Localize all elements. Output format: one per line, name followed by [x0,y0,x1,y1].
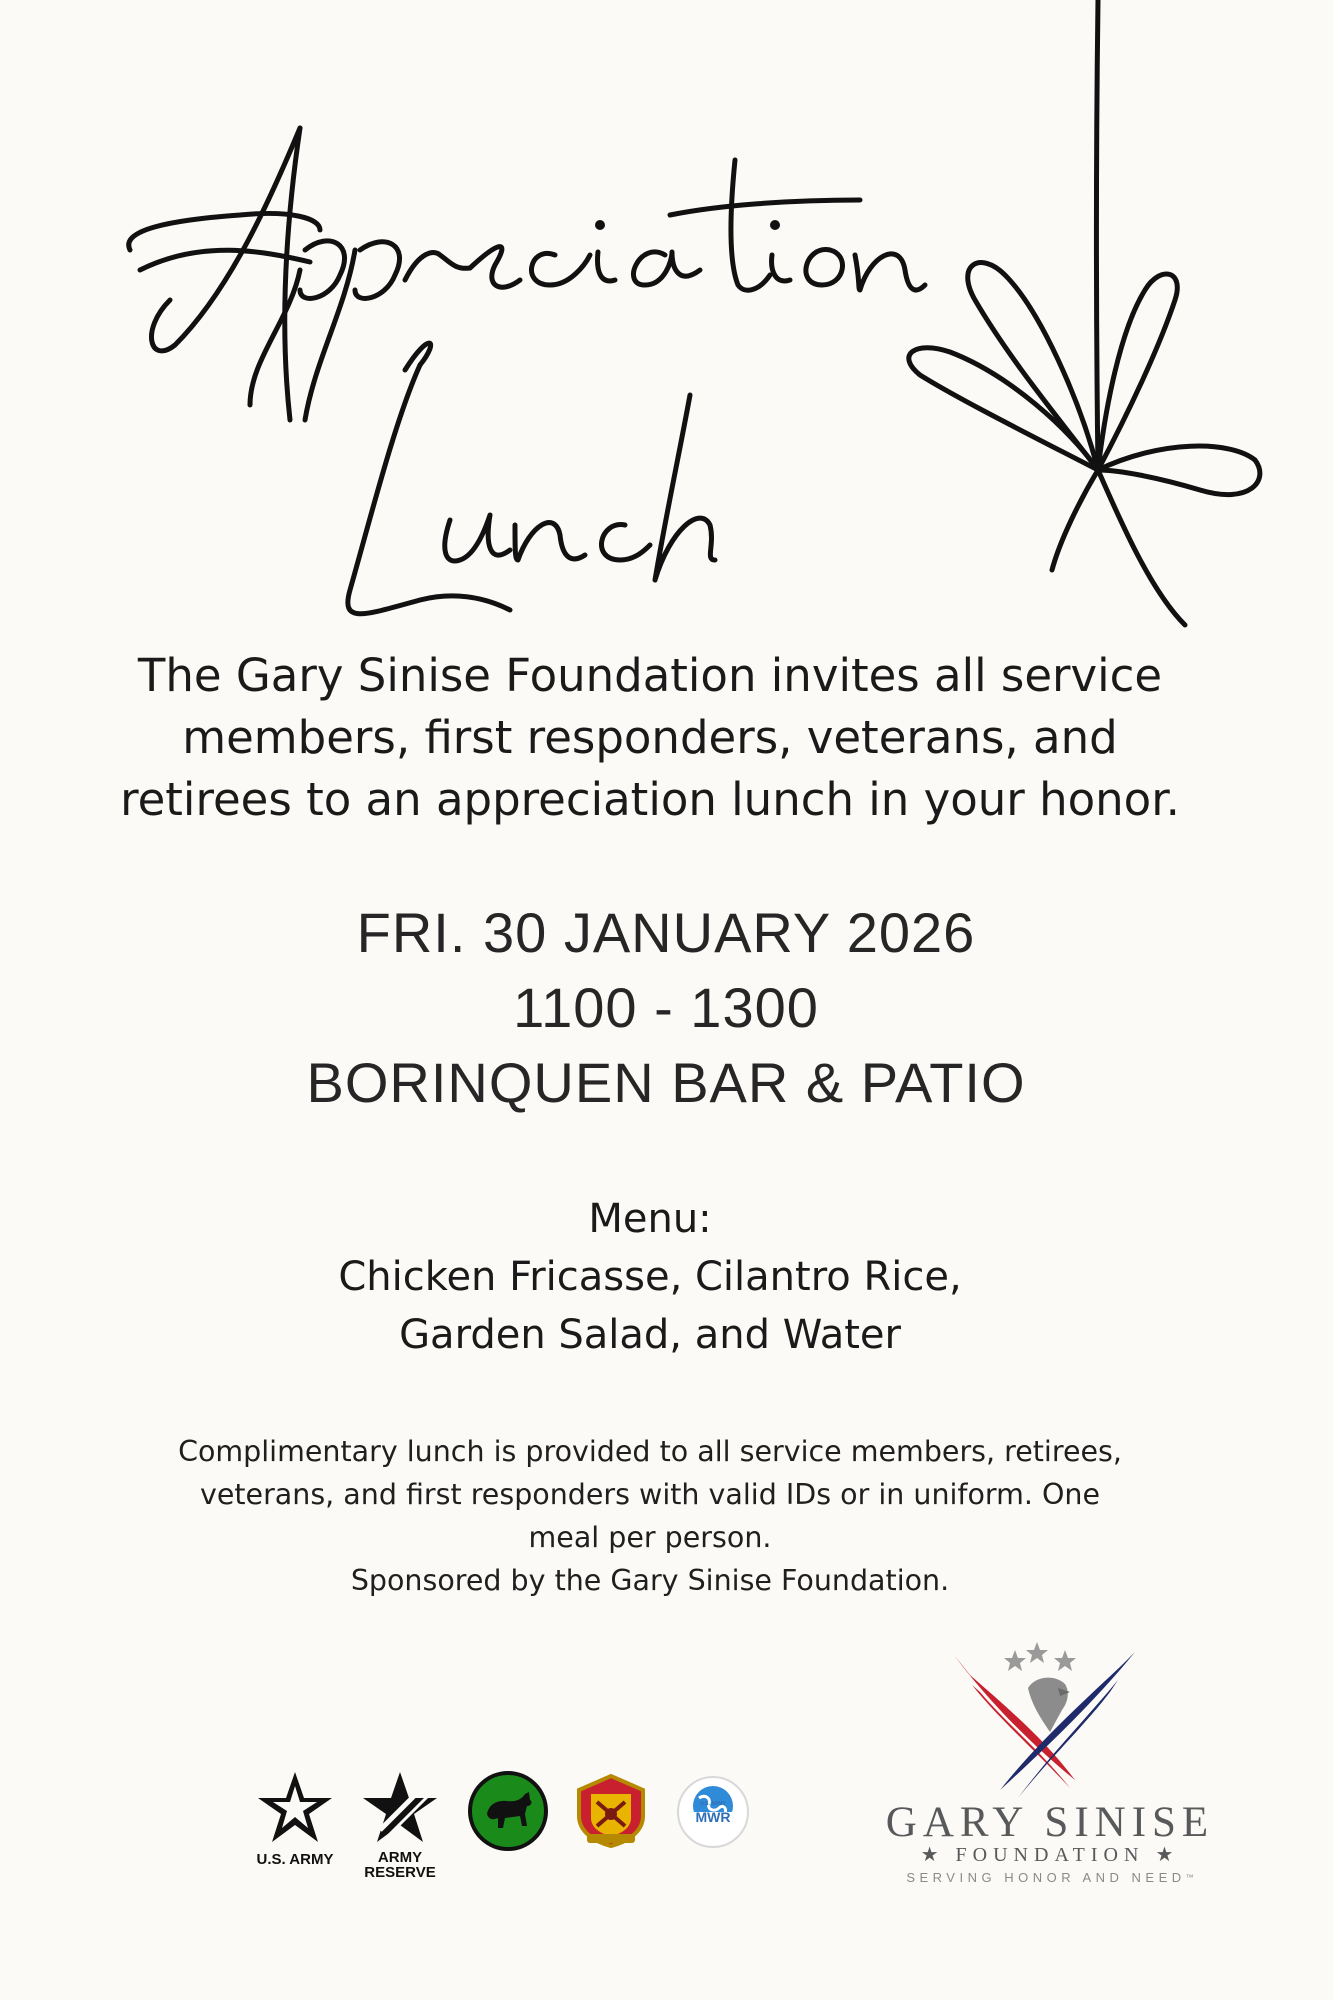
appreciation-lunch-script-title [129,128,925,614]
invitation-line: retirees to an appreciation lunch in your honor. [120,773,1180,826]
mwr-top-text: U.S. ARMY [700,1801,726,1807]
reserve-star-icon [360,1770,440,1845]
event-details [166,895,1166,1120]
event-time: 1100 - 1300 [513,976,819,1039]
invitation-line: members, first responders, veterans, and [182,711,1118,764]
mwr-logo [675,1774,751,1854]
army-reserve-caption: ARMY RESERVE [364,1849,436,1881]
script-title-artwork [0,0,1333,640]
army-reserve-logo [360,1770,440,1881]
us-army-logo [255,1770,335,1868]
fine-print-line: Complimentary lunch is provided to all service members, retirees, [178,1435,1122,1468]
mwr-text: MWR [695,1809,731,1825]
foundation-tagline: SERVING HONOR AND NEED™ [906,1870,1194,1885]
fine-print-line: meal per person. [528,1521,772,1554]
menu-items: Garden Salad, and Water [399,1312,901,1358]
menu-heading: Menu: [588,1196,712,1242]
eagle-emblem-icon [870,1640,1230,1800]
ribbon-bow-icon [909,0,1260,625]
us-army-caption: U.S. ARMY [256,1851,334,1868]
event-location: BORINQUEN BAR & PATIO [306,1051,1026,1114]
star-icon: ★ [920,1844,956,1866]
crest-icon [571,1772,651,1848]
invitation-line: The Gary Sinise Foundation invites all service [137,649,1163,702]
star-icon: ★ [1144,1844,1180,1866]
menu-section [230,1190,1070,1364]
gary-sinise-foundation-logo [870,1640,1230,1890]
black-dog-patch-icon [467,1770,549,1852]
invitation-text [120,645,1180,831]
fine-print [130,1430,1170,1602]
foundation-subtitle: ★ FOUNDATION ★ [920,1844,1180,1866]
fine-print-line: veterans, and first responders with valid IDs or in uniform. One [199,1478,1101,1511]
menu-items: Chicken Fricasse, Cilantro Rice, [338,1254,962,1300]
support-insignia-logo [571,1772,651,1852]
division-patch-logo [467,1770,549,1856]
partner-logos [255,1770,775,1900]
army-star-icon [255,1770,335,1845]
event-date: FRI. 30 JANUARY 2026 [356,901,976,964]
foundation-name: GARY SINISE [885,1799,1215,1846]
sponsor-line: Sponsored by the Gary Sinise Foundation. [350,1564,950,1597]
